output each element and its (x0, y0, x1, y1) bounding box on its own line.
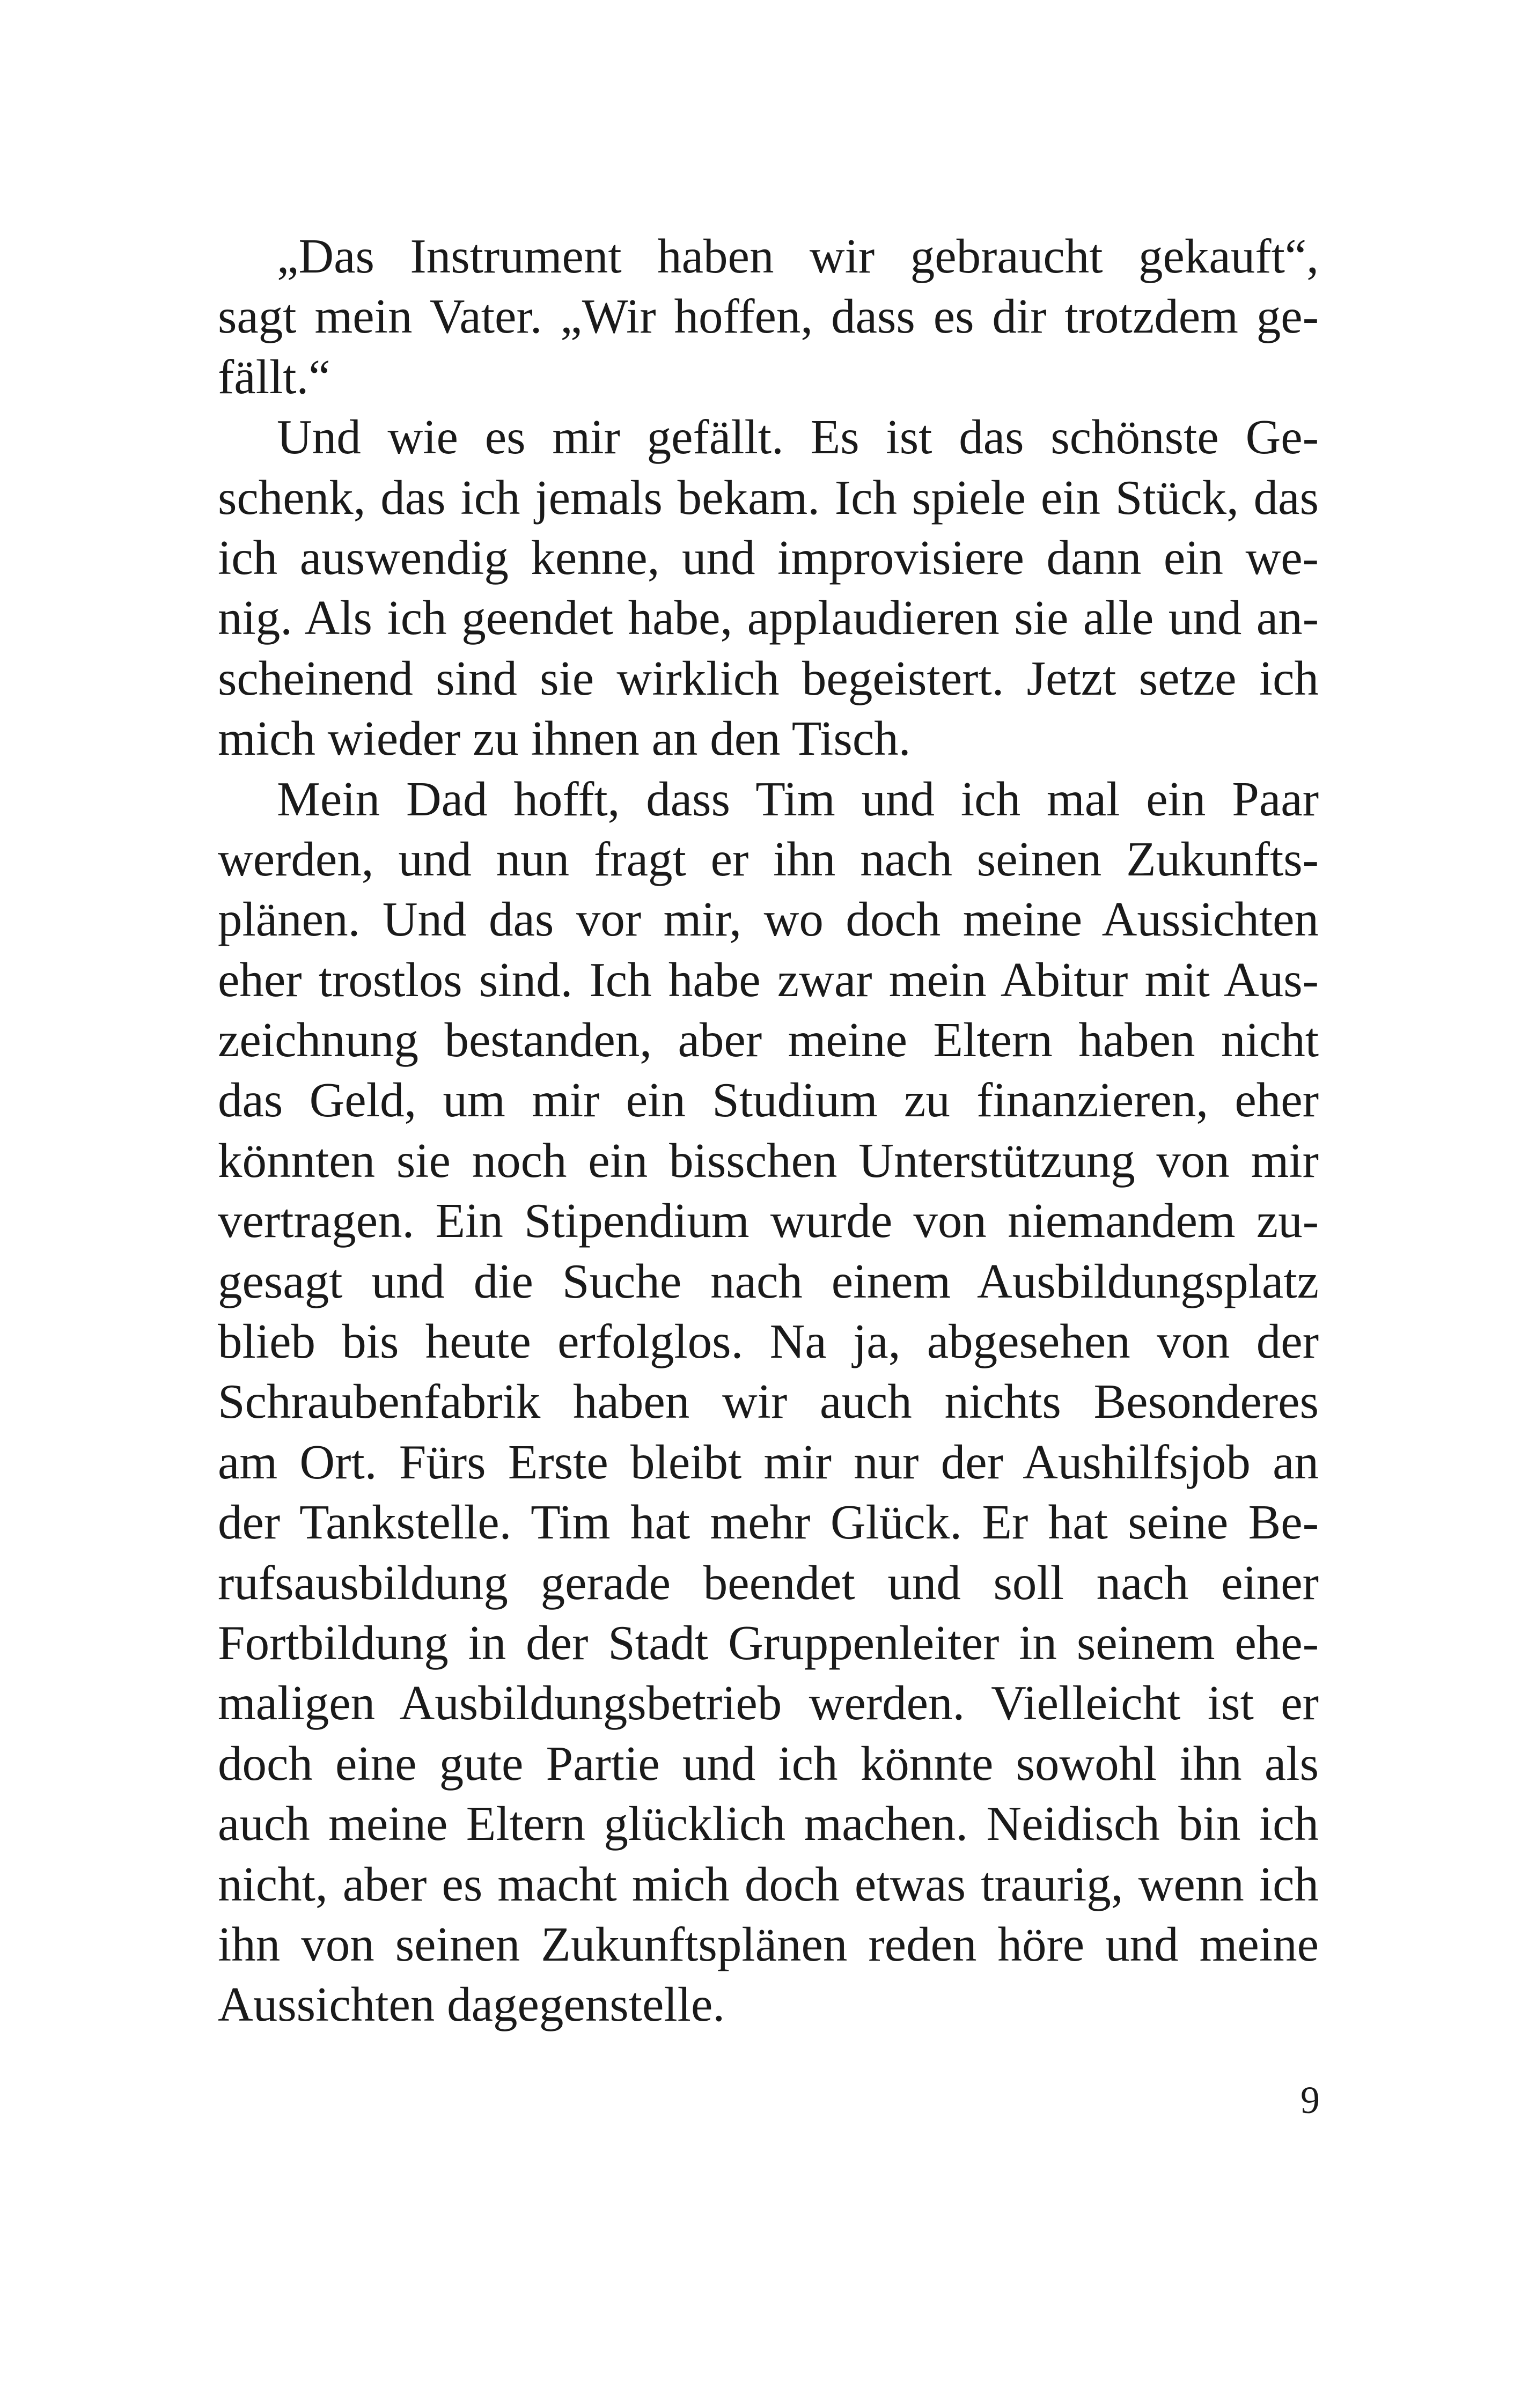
paragraph-3-line-9: gesagt und die Suche nach einem Ausbildungsplatz (218, 1254, 1319, 1308)
paragraph-3-line-5: zeichnung bestanden, aber meine Eltern haben nicht (218, 1013, 1319, 1067)
paragraph-3-line-2: werden, und nun fragt er ihn nach seinen Zukunfts- (218, 831, 1319, 886)
paragraph-2-line-6: mich wieder zu ihnen an den Tisch. (218, 711, 911, 766)
paragraph-3-line-17: doch eine gute Partie und ich könnte sowohl ihn als (218, 1736, 1319, 1791)
paragraph-1-line-1: „Das Instrument haben wir gebraucht gekauft“, (277, 229, 1319, 283)
paragraph-3-line-4: eher trostlos sind. Ich habe zwar mein Abitur mit Aus- (218, 952, 1319, 1007)
page-number: 9 (1300, 2079, 1320, 2122)
paragraph-2-line-5: scheinend sind sie wirklich begeistert. Jetzt setze ich (218, 651, 1319, 705)
paragraph-3-line-15: Fortbildung in der Stadt Gruppenleiter in seinem ehe- (218, 1615, 1319, 1670)
paragraph-2-line-2: schenk, das ich jemals bekam. Ich spiele ein Stück, das (218, 470, 1319, 525)
paragraph-3-line-18: auch meine Eltern glücklich machen. Neidisch bin ich (218, 1796, 1319, 1851)
paragraph-1-line-3: fällt.“ (218, 349, 330, 404)
paragraph-3-line-11: Schraubenfabrik haben wir auch nichts Besonderes (218, 1374, 1319, 1429)
paragraph-3-line-14: rufsausbildung gerade beendet und soll nach einer (218, 1555, 1319, 1610)
paragraph-1-line-2: sagt mein Vater. „Wir hoffen, dass es dir trotzdem ge- (218, 289, 1319, 344)
paragraph-3-line-7: könnten sie noch ein bisschen Unterstützung von mir (218, 1133, 1319, 1188)
paragraph-2-line-1: Und wie es mir gefällt. Es ist das schönste Ge- (277, 410, 1319, 465)
paragraph-3-line-20: ihn von seinen Zukunftsplänen reden höre und meine (218, 1917, 1319, 1971)
paragraph-3-line-8: vertragen. Ein Stipendium wurde von niemandem zu- (218, 1194, 1319, 1248)
paragraph-3-line-19: nicht, aber es macht mich doch etwas traurig, wenn ich (218, 1857, 1319, 1911)
paragraph-3-line-3: plänen. Und das vor mir, wo doch meine Aussichten (218, 892, 1319, 947)
paragraph-3-line-16: maligen Ausbildungsbetrieb werden. Vielleicht ist er (218, 1676, 1319, 1730)
paragraph-3-line-12: am Ort. Fürs Erste bleibt mir nur der Aushilfsjob an (218, 1434, 1319, 1489)
paragraph-3-line-13: der Tankstelle. Tim hat mehr Glück. Er hat seine Be- (218, 1495, 1319, 1550)
body-text (218, 226, 1319, 2035)
paragraph-3-line-1: Mein Dad hofft, dass Tim und ich mal ein Paar (277, 771, 1319, 826)
paragraph-3-line-10: blieb bis heute erfolglos. Na ja, abgesehen von der (218, 1314, 1319, 1369)
paragraph-3-line-6: das Geld, um mir ein Studium zu finanzieren, eher (218, 1073, 1319, 1128)
paragraph-2-line-4: nig. Als ich geendet habe, applaudieren sie alle und an- (218, 591, 1319, 645)
paragraph-3-line-21: Aussichten dagegenstelle. (218, 1977, 725, 2032)
paragraph-2-line-3: ich auswendig kenne, und improvisiere dann ein we- (218, 530, 1319, 585)
